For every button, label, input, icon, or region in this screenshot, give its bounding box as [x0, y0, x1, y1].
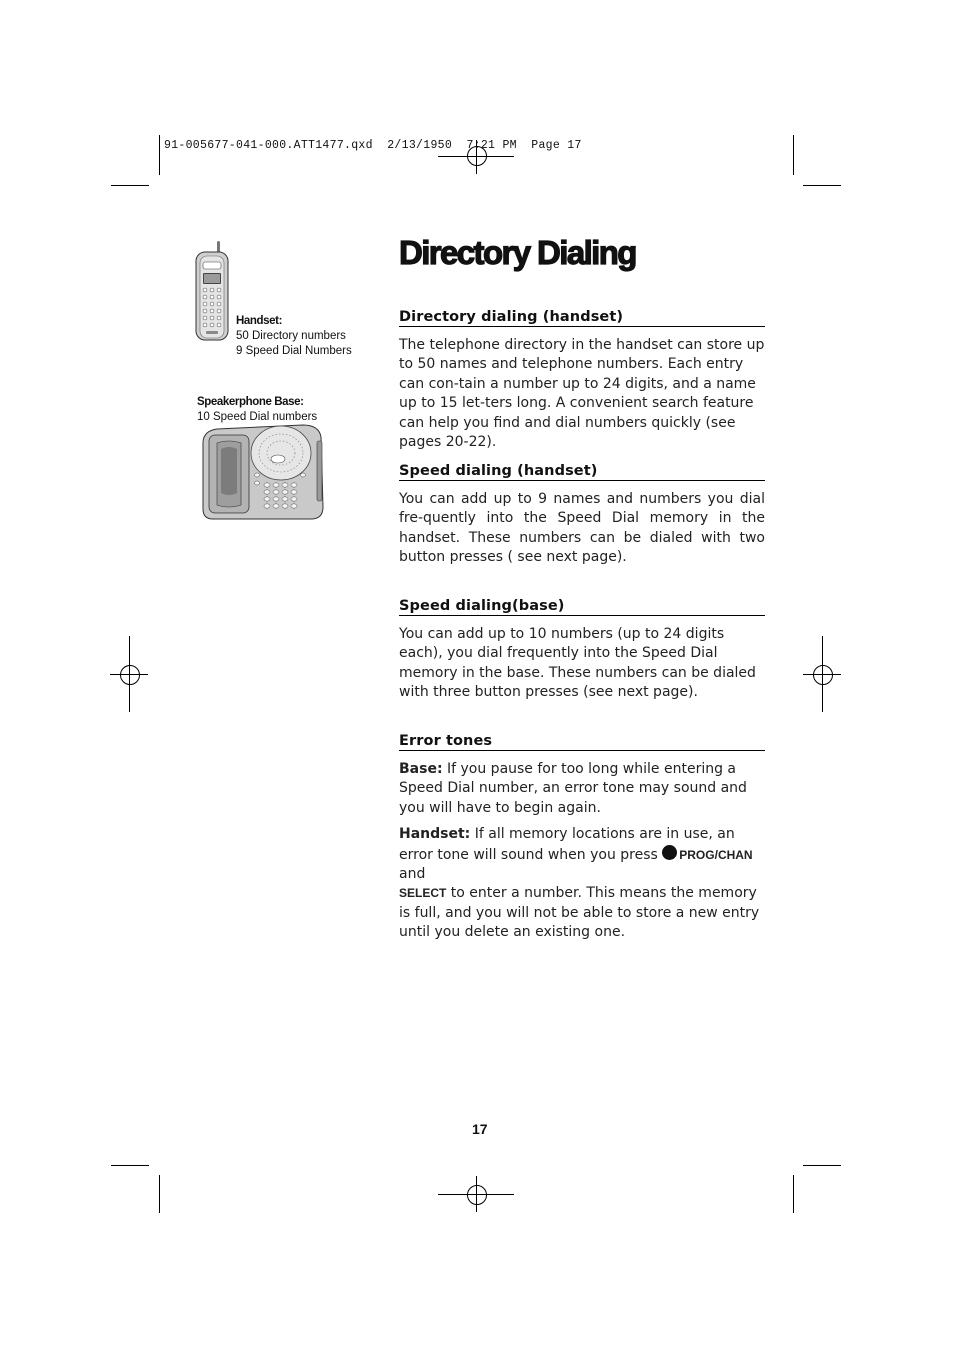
speakerphone-base-illustration — [199, 423, 329, 521]
section-speed-dialing-handset — [399, 463, 765, 568]
base-label: Base: — [399, 761, 443, 777]
base-caption-title: Speakerphone Base: — [197, 396, 304, 408]
section-heading: Directory dialing (handset) — [399, 309, 765, 327]
handset-text-2: and — [399, 866, 426, 883]
handset-caption-line2: 9 Speed Dial Numbers — [236, 345, 352, 357]
section-directory-dialing-handset — [399, 309, 765, 452]
section-heading: Speed dialing (handset) — [399, 463, 765, 481]
base-caption — [197, 395, 317, 425]
handset-text-1: If all memory locations are in use, an error tone will sound when you press — [399, 826, 735, 863]
page-number: 17 — [472, 1121, 488, 1137]
error-tones-handset-paragraph — [399, 825, 765, 942]
prog-chan-key-label: PROG/CHAN — [679, 847, 753, 862]
page-title: Directory Dialing — [399, 234, 636, 271]
base-text: If you pause for too long while entering a Speed Dial number, an error tone may sound and you will have to begin again. — [399, 761, 747, 816]
handset-label: Handset: — [399, 826, 471, 843]
error-tones-base-paragraph — [399, 760, 765, 818]
handset-caption — [236, 314, 352, 359]
base-caption-line1: 10 Speed Dial numbers — [197, 411, 318, 423]
section-speed-dialing-base — [399, 598, 765, 703]
section-error-tones — [399, 733, 765, 943]
handset-illustration — [193, 240, 233, 342]
section-heading: Error tones — [399, 733, 765, 751]
select-key-label: SELECT — [399, 886, 447, 901]
handset-text-3: to enter a number. This means the memory is full, and you will not be able to store a new entry until you delete an existing one. — [399, 885, 760, 941]
prog-chan-button-icon — [662, 845, 677, 860]
section-body: The telephone directory in the handset can store up to 50 names and telephone numbers. Each entry can con-tain a number up to 24 digits, and a name up to 15 let-ters long. A convenient search feature can help you find and dial numbers quickly (see pages 20-22). — [399, 337, 765, 451]
handset-caption-line1: 50 Directory numbers — [236, 330, 346, 342]
section-body: You can add up to 10 numbers (up to 24 digits each), you dial frequently into the Speed Dial memory in the base. These numbers can be dialed with three button presses (see next page). — [399, 626, 756, 701]
handset-caption-title: Handset: — [236, 315, 283, 327]
section-heading: Speed dialing(base) — [399, 598, 765, 616]
section-body: You can add up to 9 names and numbers you dial fre-quently into the Speed Dial memory in the handset. These numbers can be dialed with two button presses ( see next page). — [399, 491, 765, 566]
print-slug-line: 91-005677-041-000.ATT1477.qxd 2/13/1950 7:21 PM Page 17 — [164, 139, 582, 152]
